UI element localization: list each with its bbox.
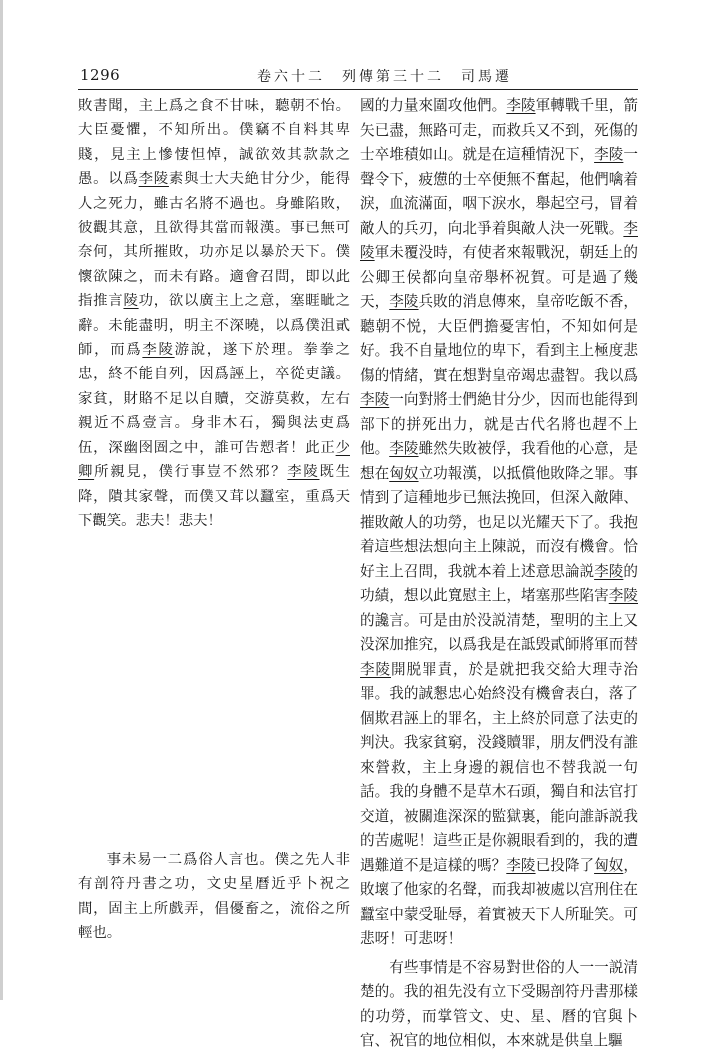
translation-paragraph-1	[360, 94, 638, 952]
classical-paragraph-2: 事未易一二爲俗人言也。僕之先人非有剖符丹書之功，文史星曆近乎卜祝之間，固主上所戲弄，倡優畜之，流俗之所輕也。	[78, 852, 350, 942]
text-run: 兵敗的消息傳來，皇帝吃飯不香，聽朝不悦，大臣們擔憂害怕，不知如何是好。我不自量地位的卑下，看到主上極度悲傷的情緒，實在想對皇帝竭忠盡智。我以爲	[360, 293, 638, 384]
proper-name: 匈奴	[389, 464, 419, 482]
proper-name: 匈奴	[594, 856, 624, 874]
header-rule	[78, 89, 638, 90]
proper-name: 陵	[123, 293, 139, 310]
text-run: 國的力量來圍攻他們。	[360, 97, 507, 114]
proper-name: 李陵	[389, 440, 419, 457]
proper-name: 李陵	[389, 293, 419, 310]
text-run: 雖然失敗被俘，我看他的心意，是想在	[360, 440, 638, 482]
text-run: 開脱罪責，於是就把我交給大理寺治罪。我的誠懇忠心始終没有機會表白，落了個欺君誣上的罪名，主上終於同意了法吏的判決。我家貧窮，没錢贖罪，朋友們没有誰來營救，主上身邊的親信也不替我説一句話。我的身體不是草木石頭，獨自和法官打交道，被關進深深的監獄裏，能向誰訴説我的苦處呢！這些正是你親眼看到的，我的遭遇難道不是這樣的嗎？	[360, 660, 638, 874]
proper-name: 李陵	[608, 587, 638, 604]
proper-name: 李陵	[360, 219, 638, 261]
text-run: 的功績，想以此寬慰主上，堵塞那些陷害	[360, 562, 638, 604]
translation-column	[360, 94, 638, 1054]
proper-name: 李陵	[287, 464, 320, 481]
text-run: 素與士大夫絶甘分少，能得人之死力，雖古名將不過也。身雖陷敗，彼觀其意，且欲得其當而報漢。事已無可奈何，其所摧敗，功亦足以暴於天下。僕懷欲陳之，而未有路。適會召問，即以此指推言	[78, 171, 350, 310]
text-run: 已投降了	[535, 856, 595, 874]
proper-name: 李陵	[360, 391, 390, 408]
running-title: 卷六十二 列傳第三十二 司馬遷	[257, 69, 512, 85]
classical-text-column	[78, 94, 350, 533]
page-header	[0, 0, 716, 90]
text-run: 既生降，隤其家聲，而僕又茸以蠶室，重爲天下觀笑。悲夫！悲夫！	[78, 464, 350, 529]
proper-name: 李陵	[360, 660, 391, 678]
scan-edge	[0, 0, 3, 1000]
text-run: 一聲令下，疲憊的士卒便無不奮起，他們噙着淚，血流滿面，咽下淚水，舉起空弓，冒着敵人的兵刃，向北爭着與敵人決一死戰。	[360, 146, 638, 237]
proper-name: 李陵	[594, 146, 624, 163]
text-run: 立功報漢，以抵償他敗降之罪。事情到了這種地步已無法挽回，但深入敵陣、摧敗敵人的功勞，也足以光耀天下了。我抱着這些想法想向主上陳説，而沒有機會。恰好主上召問，我就本着上述意思論説	[360, 464, 638, 580]
text-run: 所親見，僕行事豈不然邪？	[94, 464, 288, 481]
text-run: ，敗壞了他家的名聲，而我却被處以宫刑住在蠶室中蒙受耻辱，着實被天下人所耻笑。可悲呀！可悲呀！	[360, 856, 638, 947]
text-run: 軍未覆没時，有使者來報戰況，朝廷上的公卿王侯都向皇帝舉杯祝賀。可是過了幾天，	[360, 244, 638, 310]
classical-paragraph-1	[78, 94, 350, 533]
proper-name: 李陵	[142, 342, 175, 359]
classical-paragraph-2-block	[78, 848, 350, 946]
translation-paragraph-2: 有些事情是不容易對世俗的人一一説清楚的。我的祖先没有立下受賜剖符丹書那樣的功勞，而掌管文、史、星、曆的官與卜官、祝官的地位相似，本來就是供皇上驅	[360, 958, 638, 1049]
text-run: 功，欲以廣主上之意，塞睚眦之辭。未能盡明，明主不深曉，以爲僕沮貳師，而爲	[78, 293, 350, 359]
proper-name: 李陵	[594, 562, 624, 580]
proper-name: 少卿	[78, 439, 350, 481]
text-run: 軍轉戰千里，箭矢已盡，無路可走，而救兵又不到，死傷的士卒堆積如山。就是在這種情況下，	[360, 97, 638, 163]
text-run: 的讒言。可是由於没説清楚，聖明的主上又没深加推究，以爲我是在詆毁貳師將軍而替	[360, 611, 638, 653]
proper-name: 李陵	[506, 97, 536, 114]
text-run: 敗書聞，主上爲之食不甘味，聽朝不怡。大臣憂懼，不知所出。僕竊不自料其卑賤，見主上慘悽怛悼，誠欲效其款款之愚。以爲	[78, 98, 350, 188]
text-run: 一向對將士們絶甘分少，因而也能得到部下的拼死出力，就是古代名將也趕不上他。	[360, 391, 638, 457]
proper-name: 李陵	[506, 856, 536, 874]
page-number: 1296	[80, 66, 121, 84]
text-run: 游說，遂下於理。拳拳之忠，終不能自列，因爲誣上，卒從吏議。家貧，財賂不足以自贖，交游莫救，左右親近不爲壹言。身非木石，獨與法吏爲伍，深幽囹圄之中，誰可告愬者！此正	[78, 342, 350, 456]
proper-name: 李陵	[138, 171, 169, 188]
